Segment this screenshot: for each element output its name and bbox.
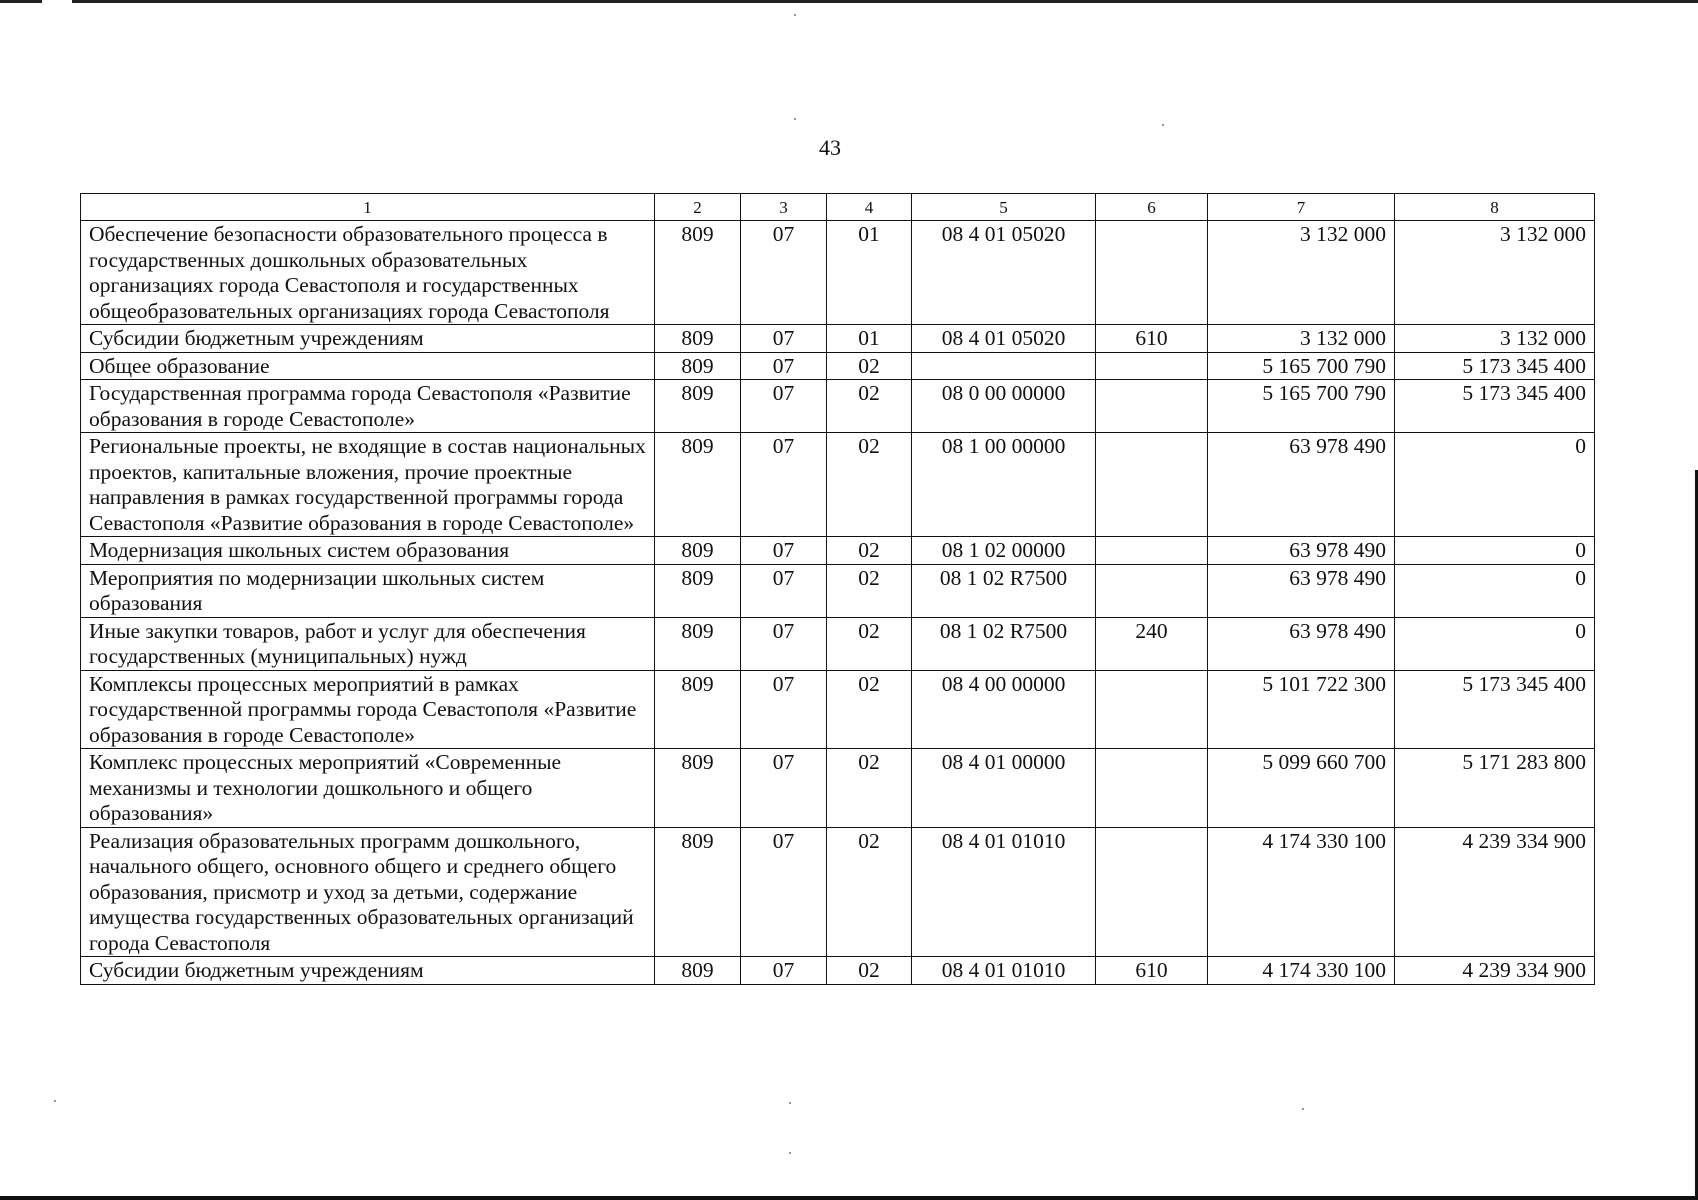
row-name: Субсидии бюджетным учреждениям <box>81 325 655 353</box>
row-col6: 610 <box>1096 957 1208 985</box>
row-name: Комплекс процессных мероприятий «Современные механизмы и технологии дошкольного и общего образования» <box>81 749 655 828</box>
row-name: Комплексы процессных мероприятий в рамках государственной программы города Севастополя «Развитие образования в городе Севастополе» <box>81 670 655 749</box>
row-col8: 5 173 345 400 <box>1395 380 1595 433</box>
row-col6 <box>1096 827 1208 957</box>
row-col2: 809 <box>655 325 741 353</box>
row-col4: 02 <box>827 749 912 828</box>
column-header: 5 <box>912 194 1096 221</box>
column-header: 2 <box>655 194 741 221</box>
row-col4: 02 <box>827 537 912 565</box>
scan-speck <box>794 14 796 16</box>
row-col3: 07 <box>741 617 827 670</box>
row-col2: 809 <box>655 749 741 828</box>
row-col2: 809 <box>655 564 741 617</box>
row-col5 <box>912 352 1096 380</box>
row-name: Государственная программа города Севастополя «Развитие образования в городе Севастополе» <box>81 380 655 433</box>
row-col7: 63 978 490 <box>1208 564 1395 617</box>
scan-speck <box>789 1152 791 1154</box>
row-col7: 63 978 490 <box>1208 433 1395 537</box>
row-name: Реализация образовательных программ дошкольного, начального общего, основного общего и среднего общего образования, присмотр и уход за детьми, содержание имущества государственных образовательных организаций города Севастополя <box>81 827 655 957</box>
row-col3: 07 <box>741 380 827 433</box>
scan-top-border-gap <box>42 0 72 3</box>
row-col7: 5 099 660 700 <box>1208 749 1395 828</box>
row-col2: 809 <box>655 380 741 433</box>
row-col7: 63 978 490 <box>1208 537 1395 565</box>
scan-speck <box>794 118 796 120</box>
row-col8: 5 173 345 400 <box>1395 352 1595 380</box>
row-col8: 5 173 345 400 <box>1395 670 1595 749</box>
row-col6 <box>1096 537 1208 565</box>
row-col8: 3 132 000 <box>1395 325 1595 353</box>
row-col3: 07 <box>741 564 827 617</box>
column-header: 8 <box>1395 194 1595 221</box>
row-name: Иные закупки товаров, работ и услуг для обеспечения государственных (муниципальных) нужд <box>81 617 655 670</box>
row-col2: 809 <box>655 670 741 749</box>
row-col6 <box>1096 433 1208 537</box>
row-col5: 08 1 00 00000 <box>912 433 1096 537</box>
row-col3: 07 <box>741 352 827 380</box>
row-col4: 02 <box>827 670 912 749</box>
row-col6 <box>1096 564 1208 617</box>
row-col5: 08 1 02 R7500 <box>912 564 1096 617</box>
row-col3: 07 <box>741 827 827 957</box>
row-col4: 02 <box>827 957 912 985</box>
table-row <box>81 564 1595 617</box>
row-col5: 08 4 01 01010 <box>912 957 1096 985</box>
row-col8: 0 <box>1395 433 1595 537</box>
row-col3: 07 <box>741 325 827 353</box>
row-col4: 02 <box>827 352 912 380</box>
row-name: Субсидии бюджетным учреждениям <box>81 957 655 985</box>
row-col8: 0 <box>1395 564 1595 617</box>
row-col5: 08 4 01 05020 <box>912 221 1096 325</box>
row-col8: 4 239 334 900 <box>1395 957 1595 985</box>
row-col2: 809 <box>655 352 741 380</box>
row-col8: 3 132 000 <box>1395 221 1595 325</box>
table-row <box>81 352 1595 380</box>
row-col5: 08 4 00 00000 <box>912 670 1096 749</box>
column-header: 7 <box>1208 194 1395 221</box>
table-row <box>81 325 1595 353</box>
scan-speck <box>1302 1108 1304 1110</box>
row-col2: 809 <box>655 827 741 957</box>
row-col8: 4 239 334 900 <box>1395 827 1595 957</box>
row-col6: 610 <box>1096 325 1208 353</box>
row-col3: 07 <box>741 537 827 565</box>
row-col4: 02 <box>827 564 912 617</box>
row-col4: 01 <box>827 325 912 353</box>
row-col7: 5 165 700 790 <box>1208 380 1395 433</box>
row-col4: 02 <box>827 617 912 670</box>
row-name: Региональные проекты, не входящие в состав национальных проектов, капитальные вложения, прочие проектные направления в рамках государственной программы города Севастополя «Развитие образования в городе Севастополе» <box>81 433 655 537</box>
row-col7: 63 978 490 <box>1208 617 1395 670</box>
row-col5: 08 4 01 01010 <box>912 827 1096 957</box>
scan-speck <box>1162 124 1164 126</box>
row-name: Обеспечение безопасности образовательного процесса в государственных дошкольных образовательных организациях города Севастополя и государственных общеобразовательных организациях города Севастополя <box>81 221 655 325</box>
table-row <box>81 380 1595 433</box>
row-col6 <box>1096 380 1208 433</box>
row-col8: 0 <box>1395 537 1595 565</box>
row-col8: 5 171 283 800 <box>1395 749 1595 828</box>
row-col3: 07 <box>741 749 827 828</box>
row-col3: 07 <box>741 957 827 985</box>
row-col6 <box>1096 221 1208 325</box>
table-row <box>81 537 1595 565</box>
row-col7: 4 174 330 100 <box>1208 957 1395 985</box>
row-col5: 08 1 02 R7500 <box>912 617 1096 670</box>
row-col4: 02 <box>827 433 912 537</box>
row-col7: 5 101 722 300 <box>1208 670 1395 749</box>
row-col4: 02 <box>827 827 912 957</box>
row-col6 <box>1096 352 1208 380</box>
scan-bottom-border <box>0 1196 1698 1200</box>
scan-speck <box>789 1102 791 1104</box>
scan-speck <box>54 1100 56 1102</box>
scan-top-border <box>0 0 1698 3</box>
column-header: 4 <box>827 194 912 221</box>
table-row <box>81 670 1595 749</box>
row-col2: 809 <box>655 617 741 670</box>
row-col6: 240 <box>1096 617 1208 670</box>
row-col2: 809 <box>655 433 741 537</box>
table-header-row <box>81 194 1595 221</box>
row-name: Модернизация школьных систем образования <box>81 537 655 565</box>
row-col2: 809 <box>655 537 741 565</box>
page-number: 43 <box>819 135 841 160</box>
row-col3: 07 <box>741 433 827 537</box>
row-col4: 02 <box>827 380 912 433</box>
row-col8: 0 <box>1395 617 1595 670</box>
row-col7: 4 174 330 100 <box>1208 827 1395 957</box>
table-row <box>81 221 1595 325</box>
row-col5: 08 4 01 00000 <box>912 749 1096 828</box>
row-name: Мероприятия по модернизации школьных систем образования <box>81 564 655 617</box>
row-col5: 08 0 00 00000 <box>912 380 1096 433</box>
table-row <box>81 749 1595 828</box>
row-col7: 5 165 700 790 <box>1208 352 1395 380</box>
row-col3: 07 <box>741 221 827 325</box>
row-col6 <box>1096 749 1208 828</box>
row-col7: 3 132 000 <box>1208 325 1395 353</box>
column-header: 6 <box>1096 194 1208 221</box>
row-col2: 809 <box>655 957 741 985</box>
row-name: Общее образование <box>81 352 655 380</box>
table-row <box>81 617 1595 670</box>
row-col2: 809 <box>655 221 741 325</box>
table-row <box>81 957 1595 985</box>
row-col6 <box>1096 670 1208 749</box>
column-header: 3 <box>741 194 827 221</box>
table-row <box>81 433 1595 537</box>
row-col4: 01 <box>827 221 912 325</box>
row-col5: 08 4 01 05020 <box>912 325 1096 353</box>
column-header: 1 <box>81 194 655 221</box>
row-col3: 07 <box>741 670 827 749</box>
row-col5: 08 1 02 00000 <box>912 537 1096 565</box>
table-row <box>81 827 1595 957</box>
budget-table <box>80 193 1595 985</box>
row-col7: 3 132 000 <box>1208 221 1395 325</box>
